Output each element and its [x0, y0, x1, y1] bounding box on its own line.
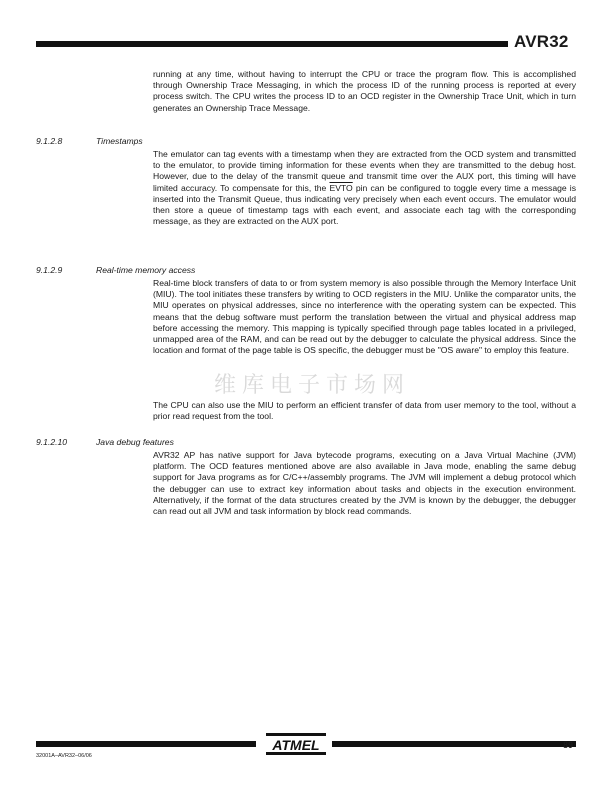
section-number-timestamps: 9.1.2.8 [36, 136, 63, 146]
document-code: 32001A–AVR32–06/06 [36, 753, 92, 759]
java-debug-paragraph: AVR32 AP has native support for Java bytecode programs, executing on a Java Virtual Machine (JVM) platform. The OCD features mentioned above are also available in Java mode, enabling the same debug support for Java programs as for C/C++/assembly programs. The JVM will implement a debug protocol which the debugger can use to extract key information about tasks and objects in the execution environment. Alternatively, if the format of the data structures created by the JVM is known by the debugger, the debugger can read out all JVM and task information by block read commands. [153, 450, 576, 517]
timestamps-paragraph [153, 149, 576, 227]
footer-rule-left [36, 741, 256, 747]
memory-access-paragraph-1: Real-time block transfers of data to or from system memory is also possible through the Memory Interface Unit (MIU). The tool initiates these transfers by writing to OCD registers in the MIU. Unlike the comparator units, the MIU operates on physical addresses, since no interference with the operating system can be expected. This means that the debug software must perform the translation between the virtual and physical address map before accessing the memory. This mapping is typically specified through page tables located in a privileged, unmapped area of the RAM, and can be read out by the debugger to calculate the physical address. Since the location and format of the page table is OS specific, the debugger must be "OS aware" to employ this feature. [153, 278, 576, 356]
evto-signal: EVTO [329, 182, 353, 193]
document-title: AVR32 [514, 32, 569, 51]
footer-rule-right [332, 741, 576, 747]
logo-text: ATMEL [272, 737, 320, 753]
watermark: 维库电子市场网 [214, 373, 411, 398]
section-title-memory-access: Real-time memory access [96, 265, 196, 275]
intro-paragraph: running at any time, without having to interrupt the CPU or trace the program flow. This is accomplished through Ownership Trace Messaging, in which the process ID of the running process is reported at every process switch. The CPU writes the process ID to an OCD register in the Ownership Trace Unit, which in turn generates an Ownership Trace Message. [153, 69, 576, 113]
section-title-java-debug: Java debug features [96, 437, 174, 447]
timestamps-text-before: The emulator can tag events with a timestamp when they are extracted from the OCD system and transmitted to the emulator, to provide timing information for these events when they are transmitted to the debug host. However, due to the delay of the transmit queue and transmit time over the AUX port, this timing will have limited accuracy. To compensate for this, the [153, 149, 576, 193]
section-number-memory-access: 9.1.2.9 [36, 265, 63, 275]
atmel-logo-icon [264, 729, 328, 759]
section-title-timestamps: Timestamps [96, 136, 143, 146]
memory-access-paragraph-2: The CPU can also use the MIU to perform an efficient transfer of data from user memory to the tool, without a prior read request from the tool. [153, 400, 576, 422]
timestamps-text-after: pin can be configured to toggle every time a message is inserted into the Transmit Queue, thus indicating very precisely when each event occurs. The emulator would then store a queue of timestamp tags with each event, and associate each tag with the corresponding message, as they are extracted on the AUX port. [153, 182, 577, 227]
header-rule [36, 41, 508, 47]
section-number-java-debug: 9.1.2.10 [36, 437, 68, 447]
page-number: 89 [563, 740, 574, 750]
